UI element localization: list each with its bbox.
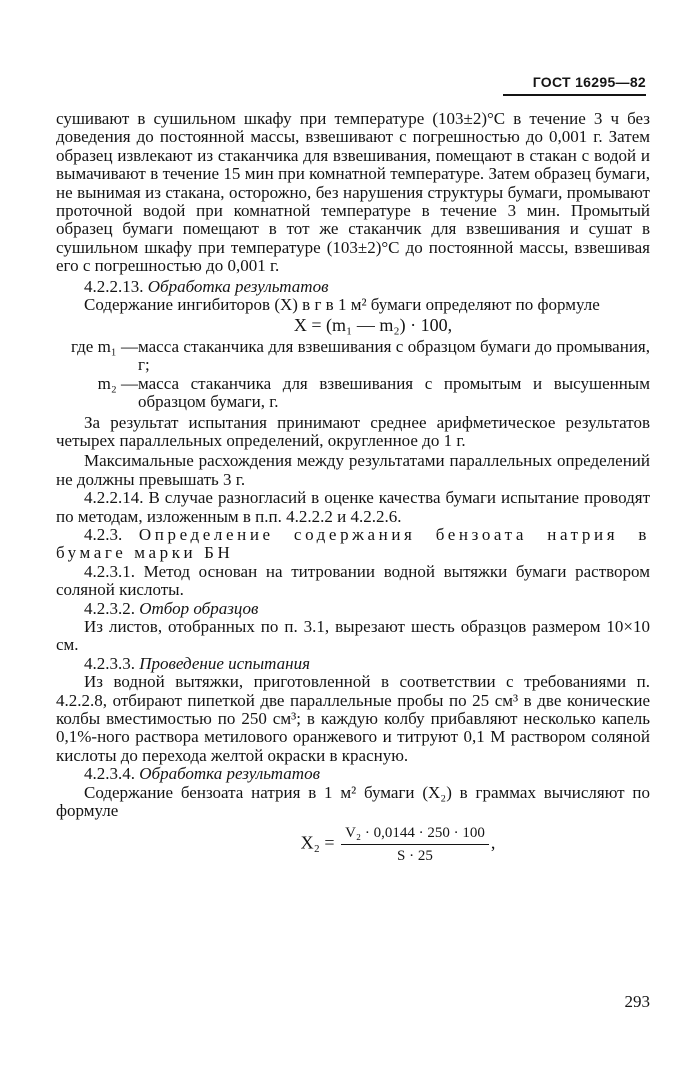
formula-fraction [341, 824, 489, 865]
definition-text: масса стаканчика для взвешивания с образцом бумаги до промывания, г; [138, 336, 650, 375]
paragraph-inhibitor-content: Содержание ингибиторов (X) в г в 1 м² бумаги определяют по формуле [84, 295, 600, 315]
section-number: 4.2.3.3. [84, 653, 135, 673]
definition-term: где m₁ — [71, 336, 138, 356]
document-body [56, 110, 650, 865]
formula-lhs: X₂ = [300, 832, 335, 853]
section-heading-4-2-3-2 [56, 600, 650, 618]
paragraph-drying: сушивают в сушильном шкафу при температуре (103±2)°С в течение 3 ч без доведения до постоянной массы, взвешивают с погрешностью до 0,001 г. Затем образец извлекают из стаканчика для взвешивания, помещают в стакан с водой и вымачивают в течение 15 мин при комнатной температуре. Затем образец бумаги, не вынимая из стакана, осторожно, без нарушения структуры бумаги, промывают проточной водой при комнатной температуре в течение 3 мин. Промытый образец бумаги помещают в тот же стаканчик для взвешивания и сушат в сушильном шкафу при температуре (103±2)°С до постоянной массы, взвешивая его с погрешностью до 0,001 г. [56, 109, 650, 276]
document-code-header: ГОСТ 16295—82 [503, 74, 646, 96]
section-title: Обработка результатов [147, 276, 329, 296]
section-heading-4-2-2-13 [56, 278, 650, 296]
formula-inhibitor: X = (m₁ — m₂) · 100, [293, 315, 453, 336]
section-heading-4-2-3-3 [56, 655, 650, 673]
definition-m2 [56, 375, 650, 412]
formula-tail: , [490, 832, 496, 853]
definition-m1 [56, 338, 650, 375]
section-title: Определение содержания бензоата натрия в бумаге марки БН [56, 524, 650, 563]
paragraph-sampling: Из листов, отобранных по п. 3.1, вырезают шесть образцов размером 10×10 см. [56, 616, 650, 655]
paragraph-4-2-3-1: 4.2.3.1. Метод основан на титровании водной вытяжки бумаги раствором соляной кислоты. [56, 561, 650, 600]
formula-benzoate [56, 824, 650, 865]
formula-numerator: V₂ · 0,0144 · 250 · 100 [341, 824, 489, 844]
paragraph-4-2-2-14: 4.2.2.14. В случае разногласий в оценке качества бумаги испытание проводят по методам, изложенным в п.п. 4.2.2.2 и 4.2.2.6. [56, 488, 650, 526]
section-heading-4-2-3-4 [56, 765, 650, 783]
paragraph-test-procedure: Из водной вытяжки, приготовленной в соответствии с требованиями п. 4.2.2.8, отбирают пипеткой две параллельные пробы по 25 см³ в две конические колбы вместимостью по 250 см³; в каждую колбу прибавляют несколько капель 0,1%-ного раствора метилового оранжевого и титруют 0,1 М раствором соляной кислоты до перехода желтой окраски в красную. [56, 672, 650, 765]
paragraph-result: За результат испытания принимают среднее арифметическое результатов четырех параллельных определений, округленное до 1 г. [56, 412, 650, 450]
section-number: 4.2.3.2. [84, 598, 135, 618]
paragraph-max-deviation: Максимальные расхождения между результатами параллельных определений не должны превышать 3 г. [56, 451, 650, 489]
definition-text: масса стаканчика для взвешивания с промытым и высушенным образцом бумаги, г. [138, 373, 650, 412]
section-title: Проведение испытания [139, 653, 310, 673]
section-title: Отбор образцов [139, 598, 259, 618]
section-heading-4-2-3 [56, 526, 650, 563]
section-title: Обработка результатов [139, 764, 320, 784]
section-number: 4.2.3.4. [84, 764, 135, 784]
section-number: 4.2.2.13. [84, 276, 144, 296]
formula-denominator: S · 25 [397, 847, 433, 864]
section-number: 4.2.3. [84, 524, 123, 544]
page-number: 293 [624, 992, 650, 1011]
paragraph-benzoate-content: Содержание бензоата натрия в 1 м² бумаги (X₂) в граммах вычисляют по формуле [56, 782, 650, 821]
definition-term: m₂ — [97, 373, 138, 393]
